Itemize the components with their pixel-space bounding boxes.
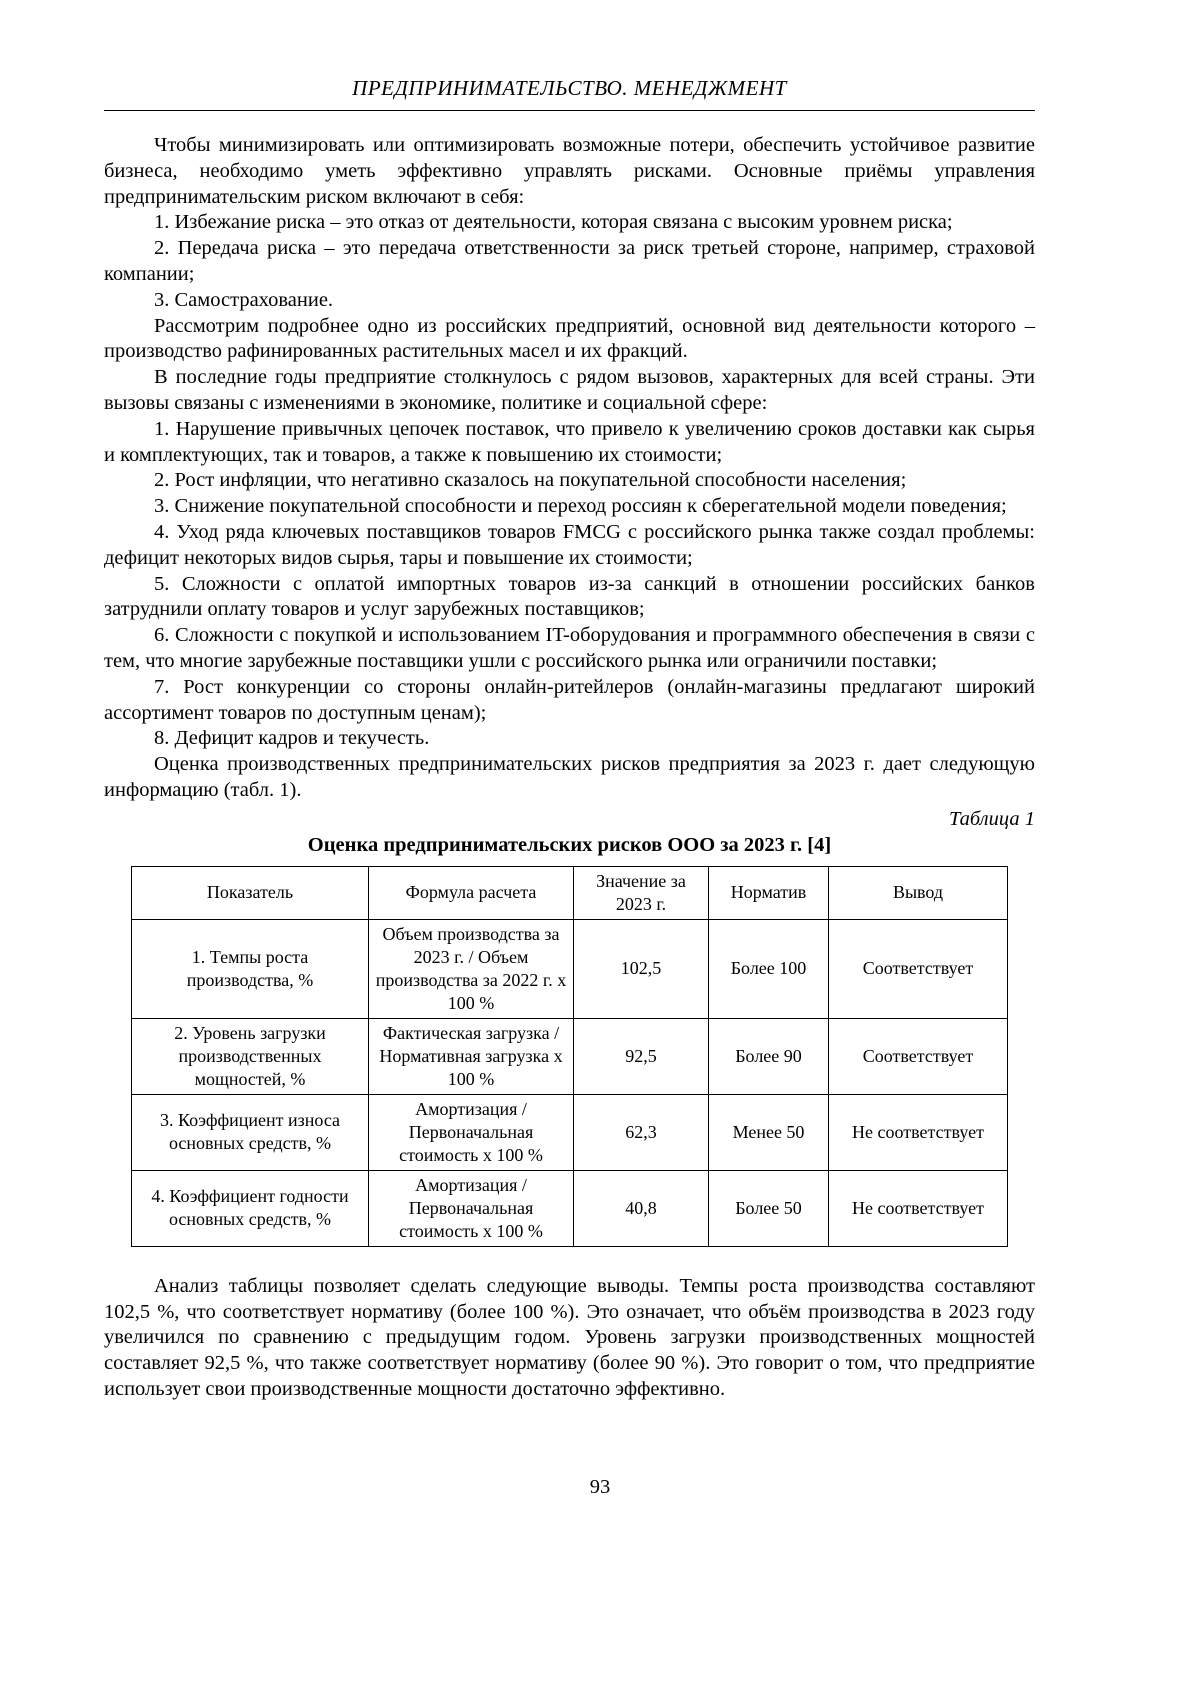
table-cell-conclusion: Соответствует [829, 919, 1008, 1018]
table-cell-norm: Менее 50 [709, 1094, 829, 1170]
table-header-cell: Показатель [132, 866, 369, 919]
list-item: 1. Избежание риска – это отказ от деятельности, которая связана с высоким уровнем риска; [154, 211, 953, 234]
table-header-cell: Формула расчета [369, 866, 574, 919]
list-item: 1. Нарушение привычных цепочек поставок, что привело к увеличению сроков доставки как сырья и комплектующих, так и товаров, а также к повышению их стоимости; [104, 417, 1035, 466]
list-item: 3. Самострахование. [154, 288, 334, 311]
table-cell-formula: Амортизация / Первоначальная стоимость x 100 % [369, 1170, 574, 1246]
table-row [132, 1094, 1008, 1170]
table-cell-indicator: 1. Темпы роста производства, % [132, 919, 369, 1018]
table-header-cell: Значение за 2023 г. [574, 866, 709, 919]
table-cell-indicator: 4. Коэффициент годности основных средств, % [132, 1170, 369, 1246]
table-row [132, 919, 1008, 1018]
table-cell-value: 102,5 [574, 919, 709, 1018]
list-item: 5. Сложности с оплатой импортных товаров из-за санкций в отношении российских банков затруднили оплату товаров и услуг зарубежных поставщиков; [104, 572, 1035, 621]
list-item: 8. Дефицит кадров и текучесть. [154, 727, 430, 750]
list-item: 2. Передача риска – это передача ответственности за риск третьей стороне, например, страховой компании; [104, 237, 1035, 285]
running-header: ПРЕДПРИНИМАТЕЛЬСТВО. МЕНЕДЖМЕНТ [104, 76, 1035, 111]
body-paragraph: Чтобы минимизировать или оптимизировать возможные потери, обеспечить устойчивое развитие бизнеса, необходимо уметь эффективно управлять рисками. Основные приёмы управления предпринимательским риском включают в себя: [104, 134, 1035, 208]
table-row [132, 1170, 1008, 1246]
table-header-cell: Вывод [829, 866, 1008, 919]
table-caption: Таблица 1 [948, 807, 1035, 830]
table-cell-formula: Фактическая загрузка / Нормативная загрузка x 100 % [369, 1018, 574, 1094]
list-item: 2. Рост инфляции, что негативно сказалось на покупательной способности населения; [154, 469, 907, 492]
table-cell-value: 92,5 [574, 1018, 709, 1094]
list-item: 3. Снижение покупательной способности и переход россиян к сберегательной модели поведения; [154, 495, 1007, 518]
document-page [104, 76, 1035, 1403]
body-paragraph: Оценка производственных предпринимательских рисков предприятия за 2023 г. дает следующую информацию (табл. 1). [104, 753, 1035, 801]
table-cell-conclusion: Не соответствует [829, 1094, 1008, 1170]
table-cell-formula: Амортизация / Первоначальная стоимость x 100 % [369, 1094, 574, 1170]
table-cell-indicator: 2. Уровень загрузки производственных мощностей, % [132, 1018, 369, 1094]
table-cell-conclusion: Соответствует [829, 1018, 1008, 1094]
page-number: 93 [589, 1476, 611, 1498]
body-paragraph: Рассмотрим подробнее одно из российских предприятий, основной вид деятельности которого – производство рафинированных растительных масел и их фракций. [104, 314, 1035, 363]
list-item: 4. Уход ряда ключевых поставщиков товаров FMCG с российского рынка также создал проблемы: дефицит некоторых видов сырья, тары и повышение их стоимости; [104, 520, 1035, 569]
list-item: 7. Рост конкуренции со стороны онлайн-ритейлеров (онлайн-магазины предлагают широкий ассортимент товаров по доступным ценам); [104, 675, 1035, 724]
risk-assessment-table [131, 866, 1008, 1247]
table-cell-indicator: 3. Коэффициент износа основных средств, % [132, 1094, 369, 1170]
body-paragraph: В последние годы предприятие столкнулось с рядом вызовов, характерных для всей страны. Эти вызовы связаны с изменениями в экономике, политике и социальной сфере: [104, 366, 1035, 414]
list-item: 6. Сложности с покупкой и использованием IT-оборудования и программного обеспечения в связи с тем, что многие зарубежные поставщики ушли с российского рынка или ограничили поставки; [104, 624, 1035, 672]
table-cell-norm: Более 90 [709, 1018, 829, 1094]
table-cell-norm: Более 50 [709, 1170, 829, 1246]
analysis-paragraph: Анализ таблицы позволяет сделать следующие выводы. Темпы роста производства составляют 102,5 %, что соответствует нормативу (более 100 %). Это означает, что объём производства в 2023 году увеличился по сравнению с предыдущим годом. Уровень загрузки производственных мощностей составляет 92,5 %, что также соответствует нормативу (более 90 %). Это говорит о том, что предприятие использует свои производственные мощности достаточно эффективно. [104, 1274, 1035, 1400]
table-header-row [132, 866, 1008, 919]
table-header-cell: Норматив [709, 866, 829, 919]
table-cell-norm: Более 100 [709, 919, 829, 1018]
table-row [132, 1018, 1008, 1094]
table-title: Оценка предпринимательских рисков ООО за 2023 г. [4] [307, 833, 832, 856]
table-cell-value: 40,8 [574, 1170, 709, 1246]
table-cell-conclusion: Не соответствует [829, 1170, 1008, 1246]
table-cell-value: 62,3 [574, 1094, 709, 1170]
table-cell-formula: Объем производства за 2023 г. / Объем производства за 2022 г. x 100 % [369, 919, 574, 1018]
